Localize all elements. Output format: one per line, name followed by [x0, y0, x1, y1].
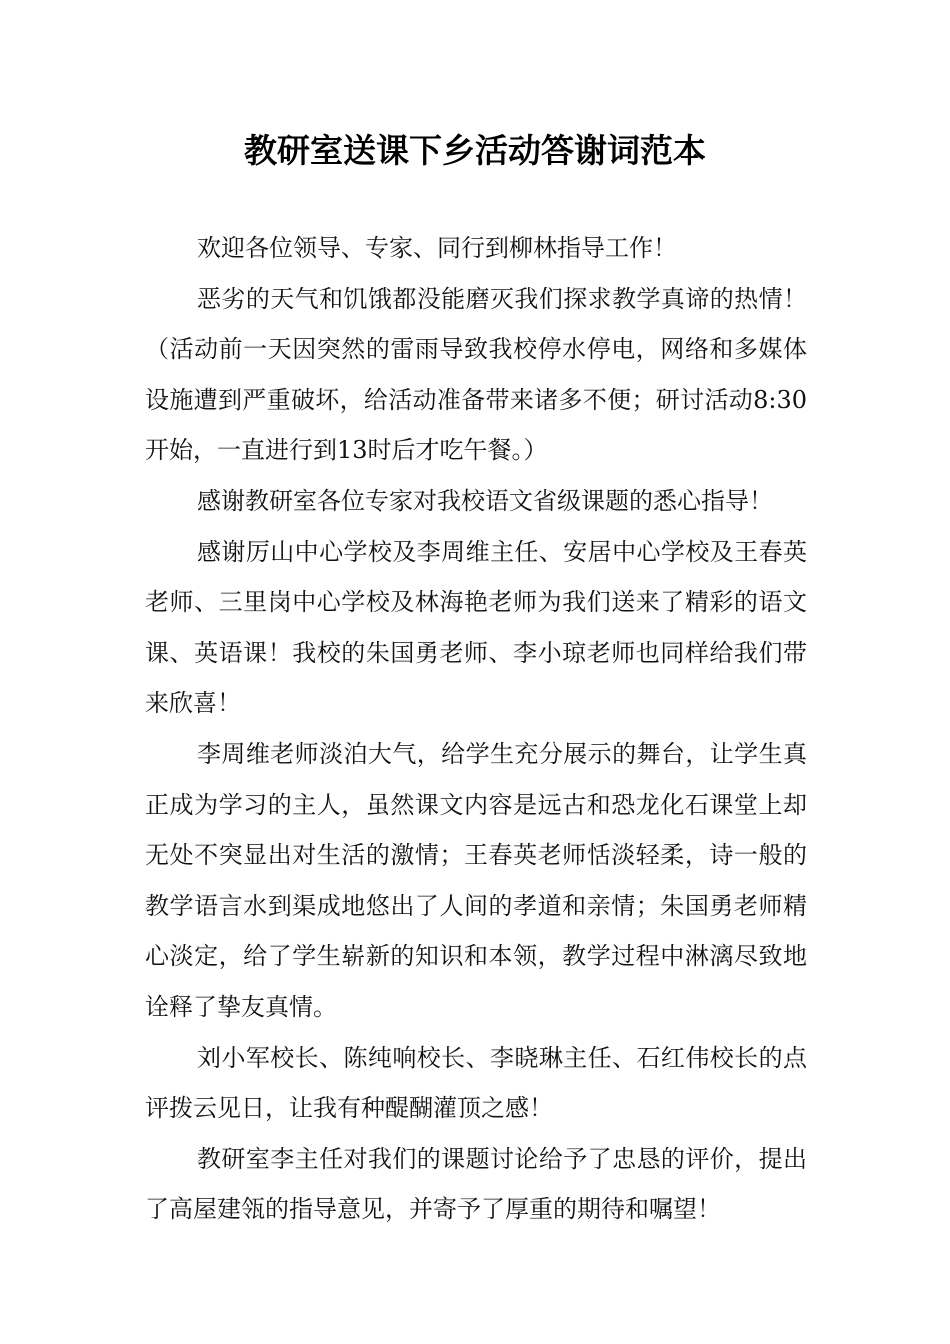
- paragraph-principals: 刘小军校长、陈纯响校长、李晓琳主任、石红伟校长的点评拨云见日，让我有种醍醐灌顶之感！: [145, 1043, 807, 1123]
- paragraph-teachers: 李周维老师淡泊大气，给学生充分展示的舞台，让学生真正成为学习的主人，虽然课文内容是远古和恐龙化石课堂上却无处不突显出对生活的激情；王春英老师恬淡轻柔，诗一般的教学语言水到渠成地悠出了人间的孝道和亲情；朱国勇老师精心淡定，给了学生崭新的知识和本领，教学过程中淋漓尽致地诠释了挚友真情。: [145, 739, 807, 1021]
- paragraph-weather: 恶劣的天气和饥饿都没能磨灭我们探求教学真谛的热情！（活动前一天因突然的雷雨导致我校停水停电，网络和多媒体设施遭到严重破坏，给活动准备带来诸多不便；研讨活动8:30开始，一直进行到13时后才吃午餐。）: [145, 284, 807, 465]
- paragraph-thanks-experts: 感谢教研室各位专家对我校语文省级课题的悉心指导！: [197, 486, 773, 515]
- paragraph-director: 教研室李主任对我们的课题讨论给予了忠恳的评价，提出了高屋建瓴的指导意见，并寄予了厚重的期待和嘱望！: [145, 1144, 807, 1224]
- document-title: 教研室送课下乡活动答谢词范本: [244, 131, 706, 170]
- paragraph-thanks-schools: 感谢厉山中心学校及李周维主任、安居中心学校及王春英老师、三里岗中心学校及林海艳老师为我们送来了精彩的语文课、英语课！我校的朱国勇老师、李小琼老师也同样给我们带来欣喜！: [145, 537, 807, 718]
- document-body: [145, 223, 807, 1235]
- paragraph-welcome: 欢迎各位领导、专家、同行到柳林指导工作！: [197, 234, 677, 262]
